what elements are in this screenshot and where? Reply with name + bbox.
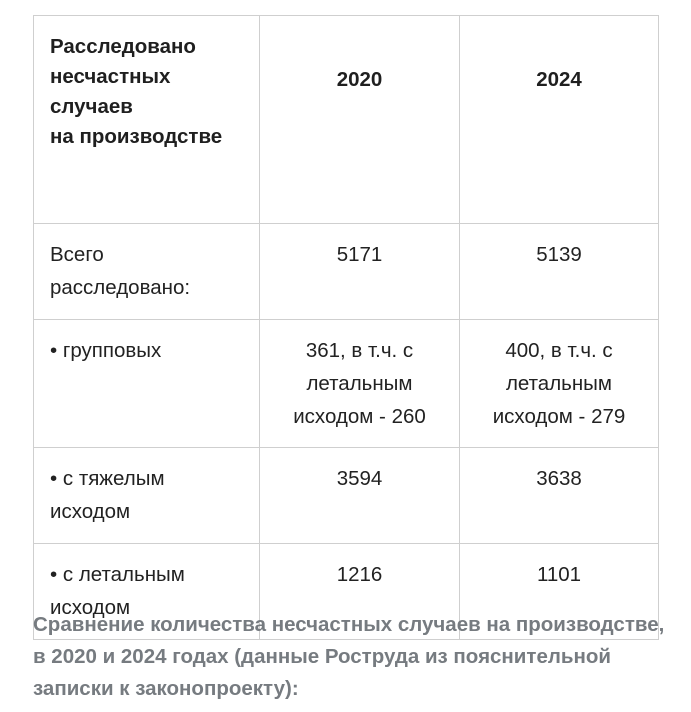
table-row: [34, 448, 659, 544]
value-2020: 361, в т.ч. с летальным исходом - 260: [260, 320, 460, 448]
value-2024: 400, в т.ч. с летальным исходом - 279: [460, 320, 659, 448]
table-row: [34, 320, 659, 448]
accidents-table: [33, 15, 659, 640]
value-2024: 1101: [460, 544, 659, 640]
row-label: • с тяжелым исходом: [34, 448, 260, 544]
row-label: • с летальным исходом: [34, 544, 260, 640]
value-2024: 5139: [460, 224, 659, 320]
header-year-2024: 2024: [460, 16, 659, 224]
table-row: [34, 224, 659, 320]
header-label-line: Расследовано: [50, 35, 196, 58]
value-2020: 3594: [260, 448, 460, 544]
header-label-cell: [34, 16, 260, 224]
row-label: • групповых: [34, 320, 260, 448]
header-label-line: несчастных: [50, 65, 171, 88]
row-label: Всего расследовано:: [34, 224, 260, 320]
value-2020: 1216: [260, 544, 460, 640]
table-header-row: [34, 16, 659, 224]
header-label-line: случаев: [50, 95, 133, 118]
table-caption: Сравнение количества несчастных случаев на производстве, в 2020 и 2024 годах (данные Роструда из пояснительной записки к законопроекту):: [33, 613, 665, 700]
header-label-line: на производстве: [50, 125, 223, 148]
value-2020: 5171: [260, 224, 460, 320]
header-year-2020: 2020: [260, 16, 460, 224]
value-2024: 3638: [460, 448, 659, 544]
